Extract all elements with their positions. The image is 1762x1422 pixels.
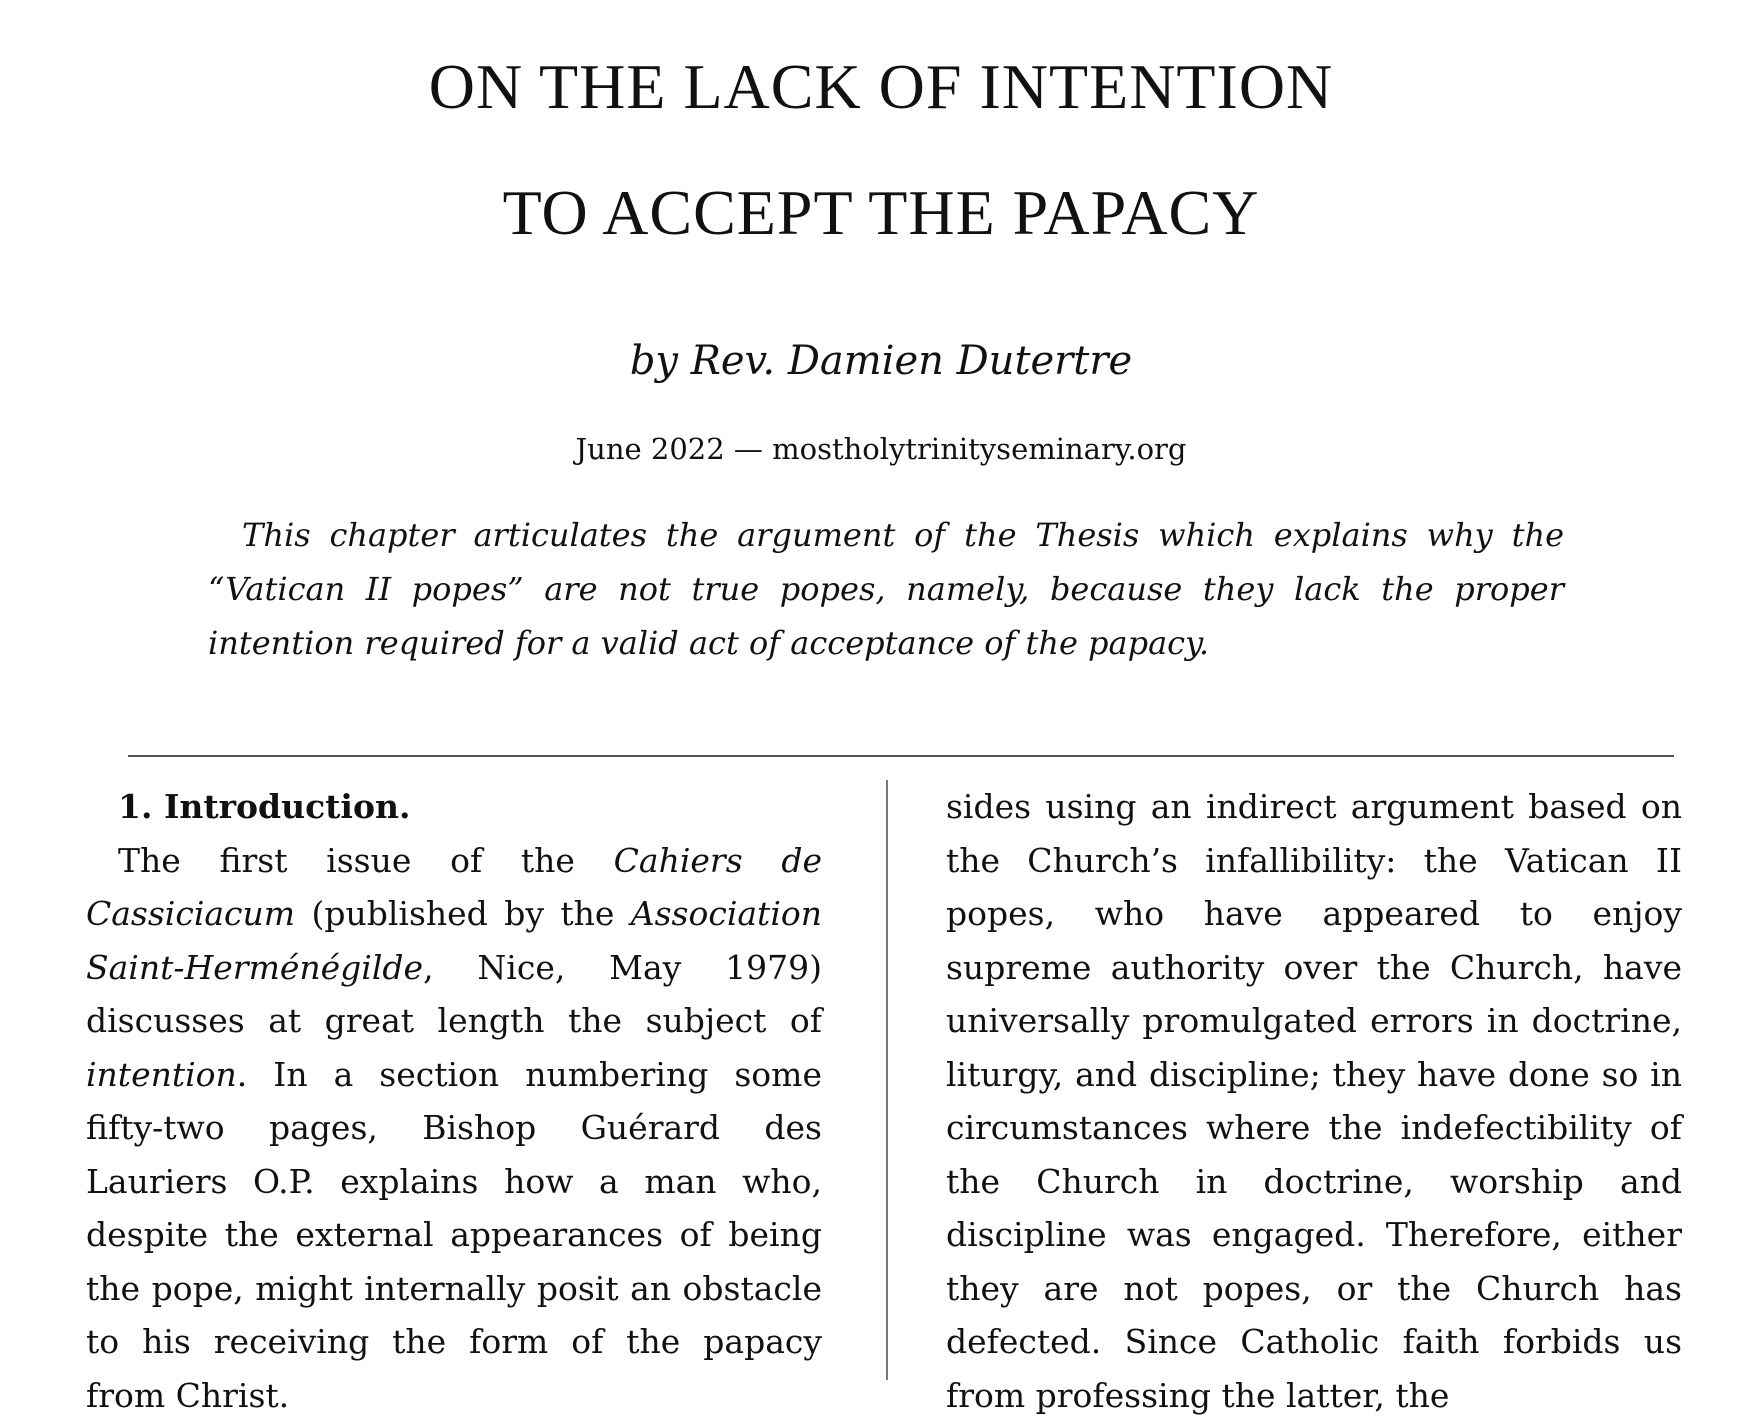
dateline: June 2022 — mostholytrinityseminary.org (0, 432, 1762, 466)
title-line-1: ON THE LACK OF INTENTION (0, 50, 1762, 124)
italic-intention: intention (86, 1055, 237, 1094)
horizontal-divider (128, 755, 1674, 757)
column-divider (886, 780, 888, 1380)
introduction-paragraph (86, 834, 822, 1422)
text-segment: . In a section numbering some fifty-two pages, Bishop Guérard des Lauriers O.P. explains how a man who, despite the external appearances of being the pope, might internally posit an obstacle to his receiving the form of the papacy from Christ. (86, 1055, 822, 1415)
italic-publisher: Association Saint-Herménégilde (86, 894, 822, 987)
title-line-2: TO ACCEPT THE PAPACY (0, 176, 1762, 250)
section-heading: 1. Introduction. (118, 780, 822, 834)
text-segment: , Nice, May 1979) discusses at great length the subject of (86, 948, 822, 1041)
abstract: This chapter articulates the argument of the Thesis which explains why the “Vatican II popes” are not true popes, namely, because they lack the proper intention required for a valid act of acceptance of the papacy. (208, 508, 1564, 670)
left-column (86, 780, 822, 1422)
author-byline: by Rev. Damien Dutertre (0, 338, 1762, 384)
text-segment: The first issue of the (118, 841, 614, 880)
continued-paragraph: sides using an indirect argument based on the Church’s infallibility: the Vatican II popes, who have appeared to enjoy supreme authority over the Church, have universally promulgated errors in doctrine, liturgy, and discipline; they have done so in circumstances where the indefectibility of the Church in doctrine, worship and discipline was engaged. Therefore, either they are not popes, or the Church has defected. Since Catholic faith forbids us from professing the latter, the (946, 780, 1682, 1422)
right-column (946, 780, 1682, 1422)
text-segment: (published by the (295, 894, 631, 933)
italic-title-cahiers: Cahiers de Cassiciacum (86, 841, 822, 934)
